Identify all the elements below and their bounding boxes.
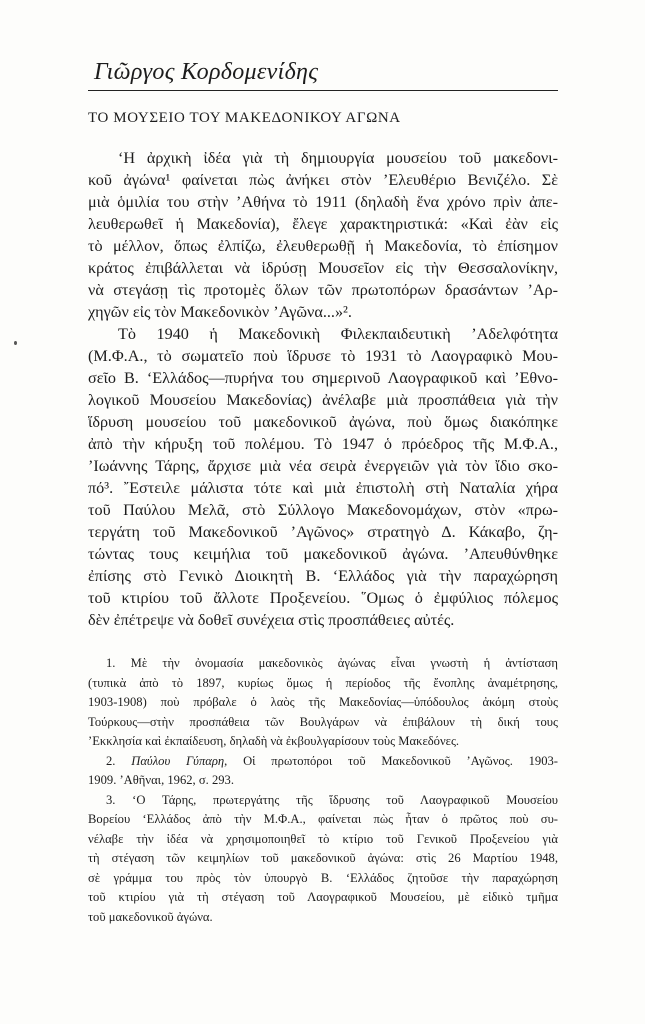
footnote-line: 1903-1908) ποὺ πρόβαλε ὁ λαὸς τῆς Μακεδονίας—ὑπόδουλος ἀκόμη στοὺς xyxy=(88,695,558,709)
footnote-line: ’Εκκλησία καὶ ἐκπαίδευση, δηλαδὴ νὰ ἐκβουλγαρίσουν τοὺς Μακεδόνες. xyxy=(88,734,460,748)
footnote-line: σὲ γράμμα του πρὸς τὸν ὑπουργὸ Β. ‘Ελλάδος ζητοῦσε τὴν παραχώρηση xyxy=(88,870,558,885)
body-line: (Μ.Φ.Α., τὸ σωματεῖο ποὺ ἵδρυσε τὸ 1931 τὸ Λαογραφικὸ Μου- xyxy=(88,347,558,365)
footnote-line: νέλαβε τὴν ἰδέα νὰ χρησιμοποιηθεῖ τὸ κτίριο τοῦ Γενικοῦ Προξενείου γιὰ xyxy=(88,831,558,846)
body-line: ’Ιωάννης Τάρης, ἄρχισε μιὰ νέα σειρὰ ἐνεργειῶν γιὰ τὸν ἴδιο σκο- xyxy=(88,457,558,475)
body-line: τεργάτη τοῦ Μακεδονικοῦ ’Αγῶνος» στρατηγὸ Δ. Κάκαβο, ζη- xyxy=(88,523,558,541)
footnote-line: τὴ στέγαση τῶν κειμηλίων τοῦ μακεδονικοῦ ἀγώνα: στὶς 26 Μαρτίου 1948, xyxy=(88,851,558,865)
footnotes xyxy=(88,654,558,927)
footnote-line: τοῦ μακεδονικοῦ ἀγώνα. xyxy=(88,909,213,924)
chapter-title: ΤΟ ΜΟΥΣΕΙΟ ΤΟΥ ΜΑΚΕΔΟΝΙΚΟΥ ΑΓΩΝΑ xyxy=(88,110,401,126)
footnote-line: Τούρκους—στὴν προσπάθεια τῶν Βουλγάρων νὰ ἐπιβάλουν τὴ δική τους xyxy=(88,714,558,729)
header-rule xyxy=(88,90,558,91)
footnote-line: τοῦ κτιρίου γιὰ τὴ στέγαση τοῦ Λαογραφικοῦ Μουσείου, μὲ εἰδικὸ τμῆμα xyxy=(88,890,558,904)
body-line: τώντας τους κειμήλια τοῦ μακεδονικοῦ ἀγώνα. ’Απευθύνθηκε xyxy=(88,545,558,563)
body-line: κράτος ἐπιβάλλεται νὰ ἱδρύσῃ Μουσεῖον εἰς τὴν Θεσσαλονίκην, xyxy=(88,259,558,277)
body-line: ἵδρυση μουσείου τοῦ μακεδονικοῦ ἀγώνα, ποὺ ὅμως διακόπηκε xyxy=(88,413,558,431)
author-name: Γιῶργος Κορδομενίδης xyxy=(94,59,319,85)
footnote-line: (τυπικὰ ἀπὸ τὸ 1897, κυρίως ὅμως ἡ περίοδος τῆς ἔνοπλης ἀναμέτρησης, xyxy=(88,675,558,690)
body-line: λογικοῦ Μουσείου Μακεδονίας) ἀνέλαβε μιὰ προσπάθεια γιὰ τὴν xyxy=(88,391,558,409)
body-line: κοῦ ἀγώνα¹ φαίνεται πὼς ἀνήκει στὸν ’Ελευθέριο Βενιζέλο. Σὲ xyxy=(88,171,558,189)
scan-speck xyxy=(14,341,17,345)
body-line: μιὰ ὁμιλία του στὴν ’Αθήνα τὸ 1911 (δηλαδὴ ἕνα χρόνο πρὶν ἀπε- xyxy=(88,193,558,211)
body-line: νὰ στεγάσῃ τὶς προτομὲς ὅλων τῶν πρωτοπόρων δρασάντων ’Αρ- xyxy=(88,281,558,299)
body-line: τὸ μέλλον, ὅπως ἐλπίζω, ἐλευθερωθῇ ἡ Μακεδονία, τὸ ἐπίσημον xyxy=(88,237,558,255)
body-line: ἀπὸ τὴν κήρυξη τοῦ πολέμου. Τὸ 1947 ὁ πρόεδρος τῆς Μ.Φ.Α., xyxy=(88,435,558,453)
body-line: λευθερωθεῖ ἡ Μακεδονία), ἔλεγε χαρακτηριστικά: «Καὶ ἐὰν εἰς xyxy=(88,215,558,233)
body-line: ἐπίσης στὸ Γενικὸ Διοικητὴ Β. ‘Ελλάδος γιὰ τὴν παραχώρηση xyxy=(88,567,558,585)
body-line: δὲν ἐπέτρεψε νὰ δοθεῖ συνέχεια στὶς προσπάθειες αὐτές. xyxy=(88,611,455,629)
running-header xyxy=(88,58,558,91)
body-line: Τὸ 1940 ἡ Μακεδονικὴ Φιλεκπαιδευτικὴ ’Αδελφότητα xyxy=(118,325,558,343)
body-line: πό³. ῎Εστειλε μάλιστα τότε καὶ μιὰ ἐπιστολὴ στὴ Ναταλία χήρα xyxy=(88,479,558,497)
body-line: τοῦ Παύλου Μελᾶ, στὸ Σύλλογο Μακεδονομάχων, στὸν «πρω- xyxy=(88,501,558,519)
footnote-line: 1909. ’Αθῆναι, 1962, σ. 293. xyxy=(88,773,234,787)
footnote-line: Βορείου ‘Ελλάδος ἀπὸ τὴν Μ.Φ.Α., φαίνεται πὼς ἦταν ὁ πρῶτος ποὺ συ- xyxy=(88,812,558,826)
body-line: χηγῶν εἰς τὸν Μακεδονικὸν ’Αγῶνα...»². xyxy=(88,303,352,321)
body-line: τοῦ κτιρίου τοῦ ἄλλοτε Προξενείου. ῞Ομως ὁ ἐμφύλιος πόλεμος xyxy=(88,589,558,607)
body-text xyxy=(88,147,558,631)
footnote-line: 3. ‘Ο Τάρης, πρωτεργάτης τῆς ἵδρυσης τοῦ Λαογραφικοῦ Μουσείου xyxy=(106,792,558,807)
body-line: ‘Η ἀρχικὴ ἰδέα γιὰ τὴ δημιουργία μουσείου τοῦ μακεδονι- xyxy=(118,149,558,167)
footnote-line: 2. Παύλου Γύπαρη, Οἱ πρωτοπόροι τοῦ Μακεδονικοῦ ’Αγῶνος. 1903- xyxy=(106,753,558,768)
body-line: σεῖο Β. ‘Ελλάδος—πυρήνα του σημερινοῦ Λαογραφικοῦ καὶ ’Εθνο- xyxy=(88,369,558,387)
footnote-line: 1. Μὲ τὴν ὀνομασία μακεδονικὸς ἀγώνας εἶναι γνωστὴ ἡ ἀντίσταση xyxy=(106,656,558,670)
